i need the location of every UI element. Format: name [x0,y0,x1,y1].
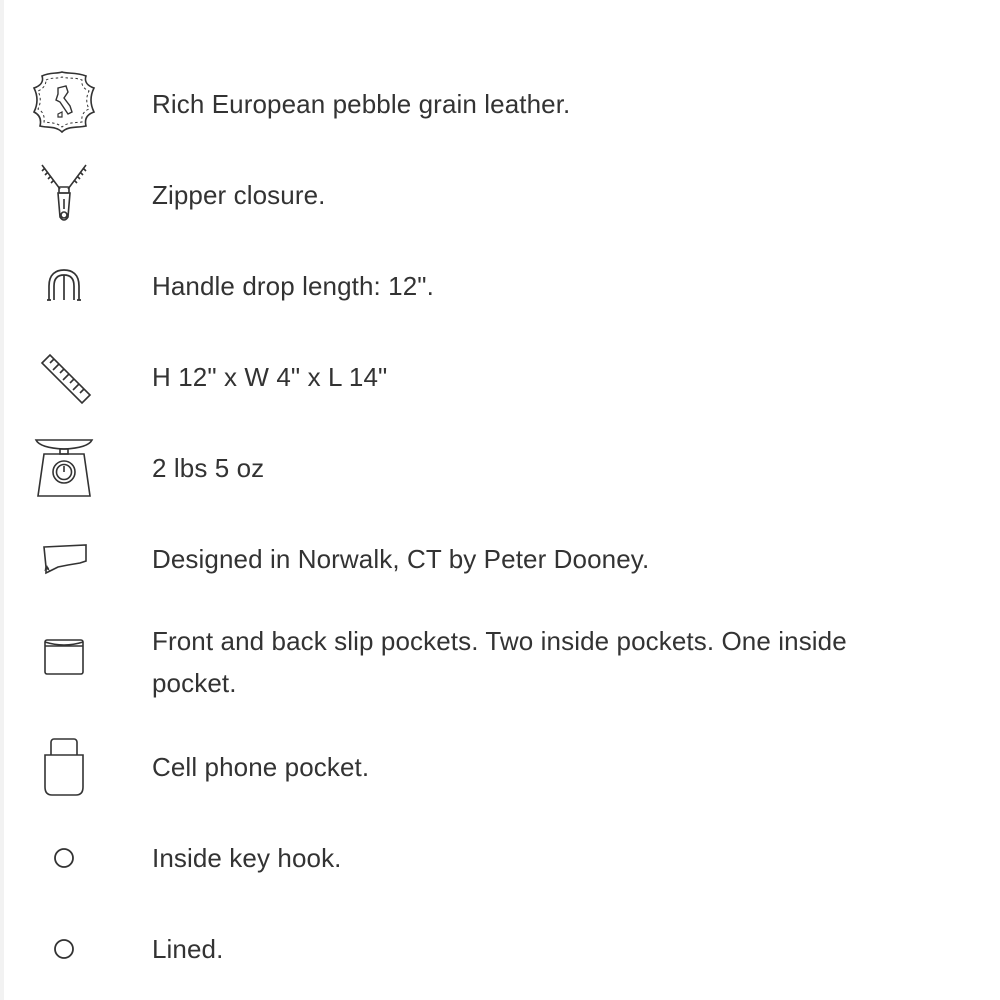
feature-text: Lined. [152,934,224,964]
circle-bullet-icon [28,822,100,894]
feature-text: Inside key hook. [152,843,342,873]
zipper-icon [28,159,100,231]
feature-text: Cell phone pocket. [152,752,370,782]
connecticut-map-icon [28,523,100,595]
phone-pocket-icon [28,731,100,803]
feature-text: Zipper closure. [152,180,326,210]
feature-text: H 12" x W 4" x L 14" [152,362,388,392]
feature-text: Handle drop length: 12". [152,271,434,301]
feature-text: 2 lbs 5 oz [152,453,265,483]
ruler-icon [28,341,100,413]
leather-hide-icon [28,68,100,140]
feature-text: Rich European pebble grain leather. [152,89,571,119]
handle-icon [28,250,100,322]
scale-icon [28,432,100,504]
feature-text: Designed in Norwalk, CT by Peter Dooney. [152,544,650,574]
feature-text: Front and back slip pockets. Two inside pockets. One inside pocket. [152,626,847,698]
circle-bullet-icon [28,913,100,985]
slip-pocket-icon [28,626,100,698]
